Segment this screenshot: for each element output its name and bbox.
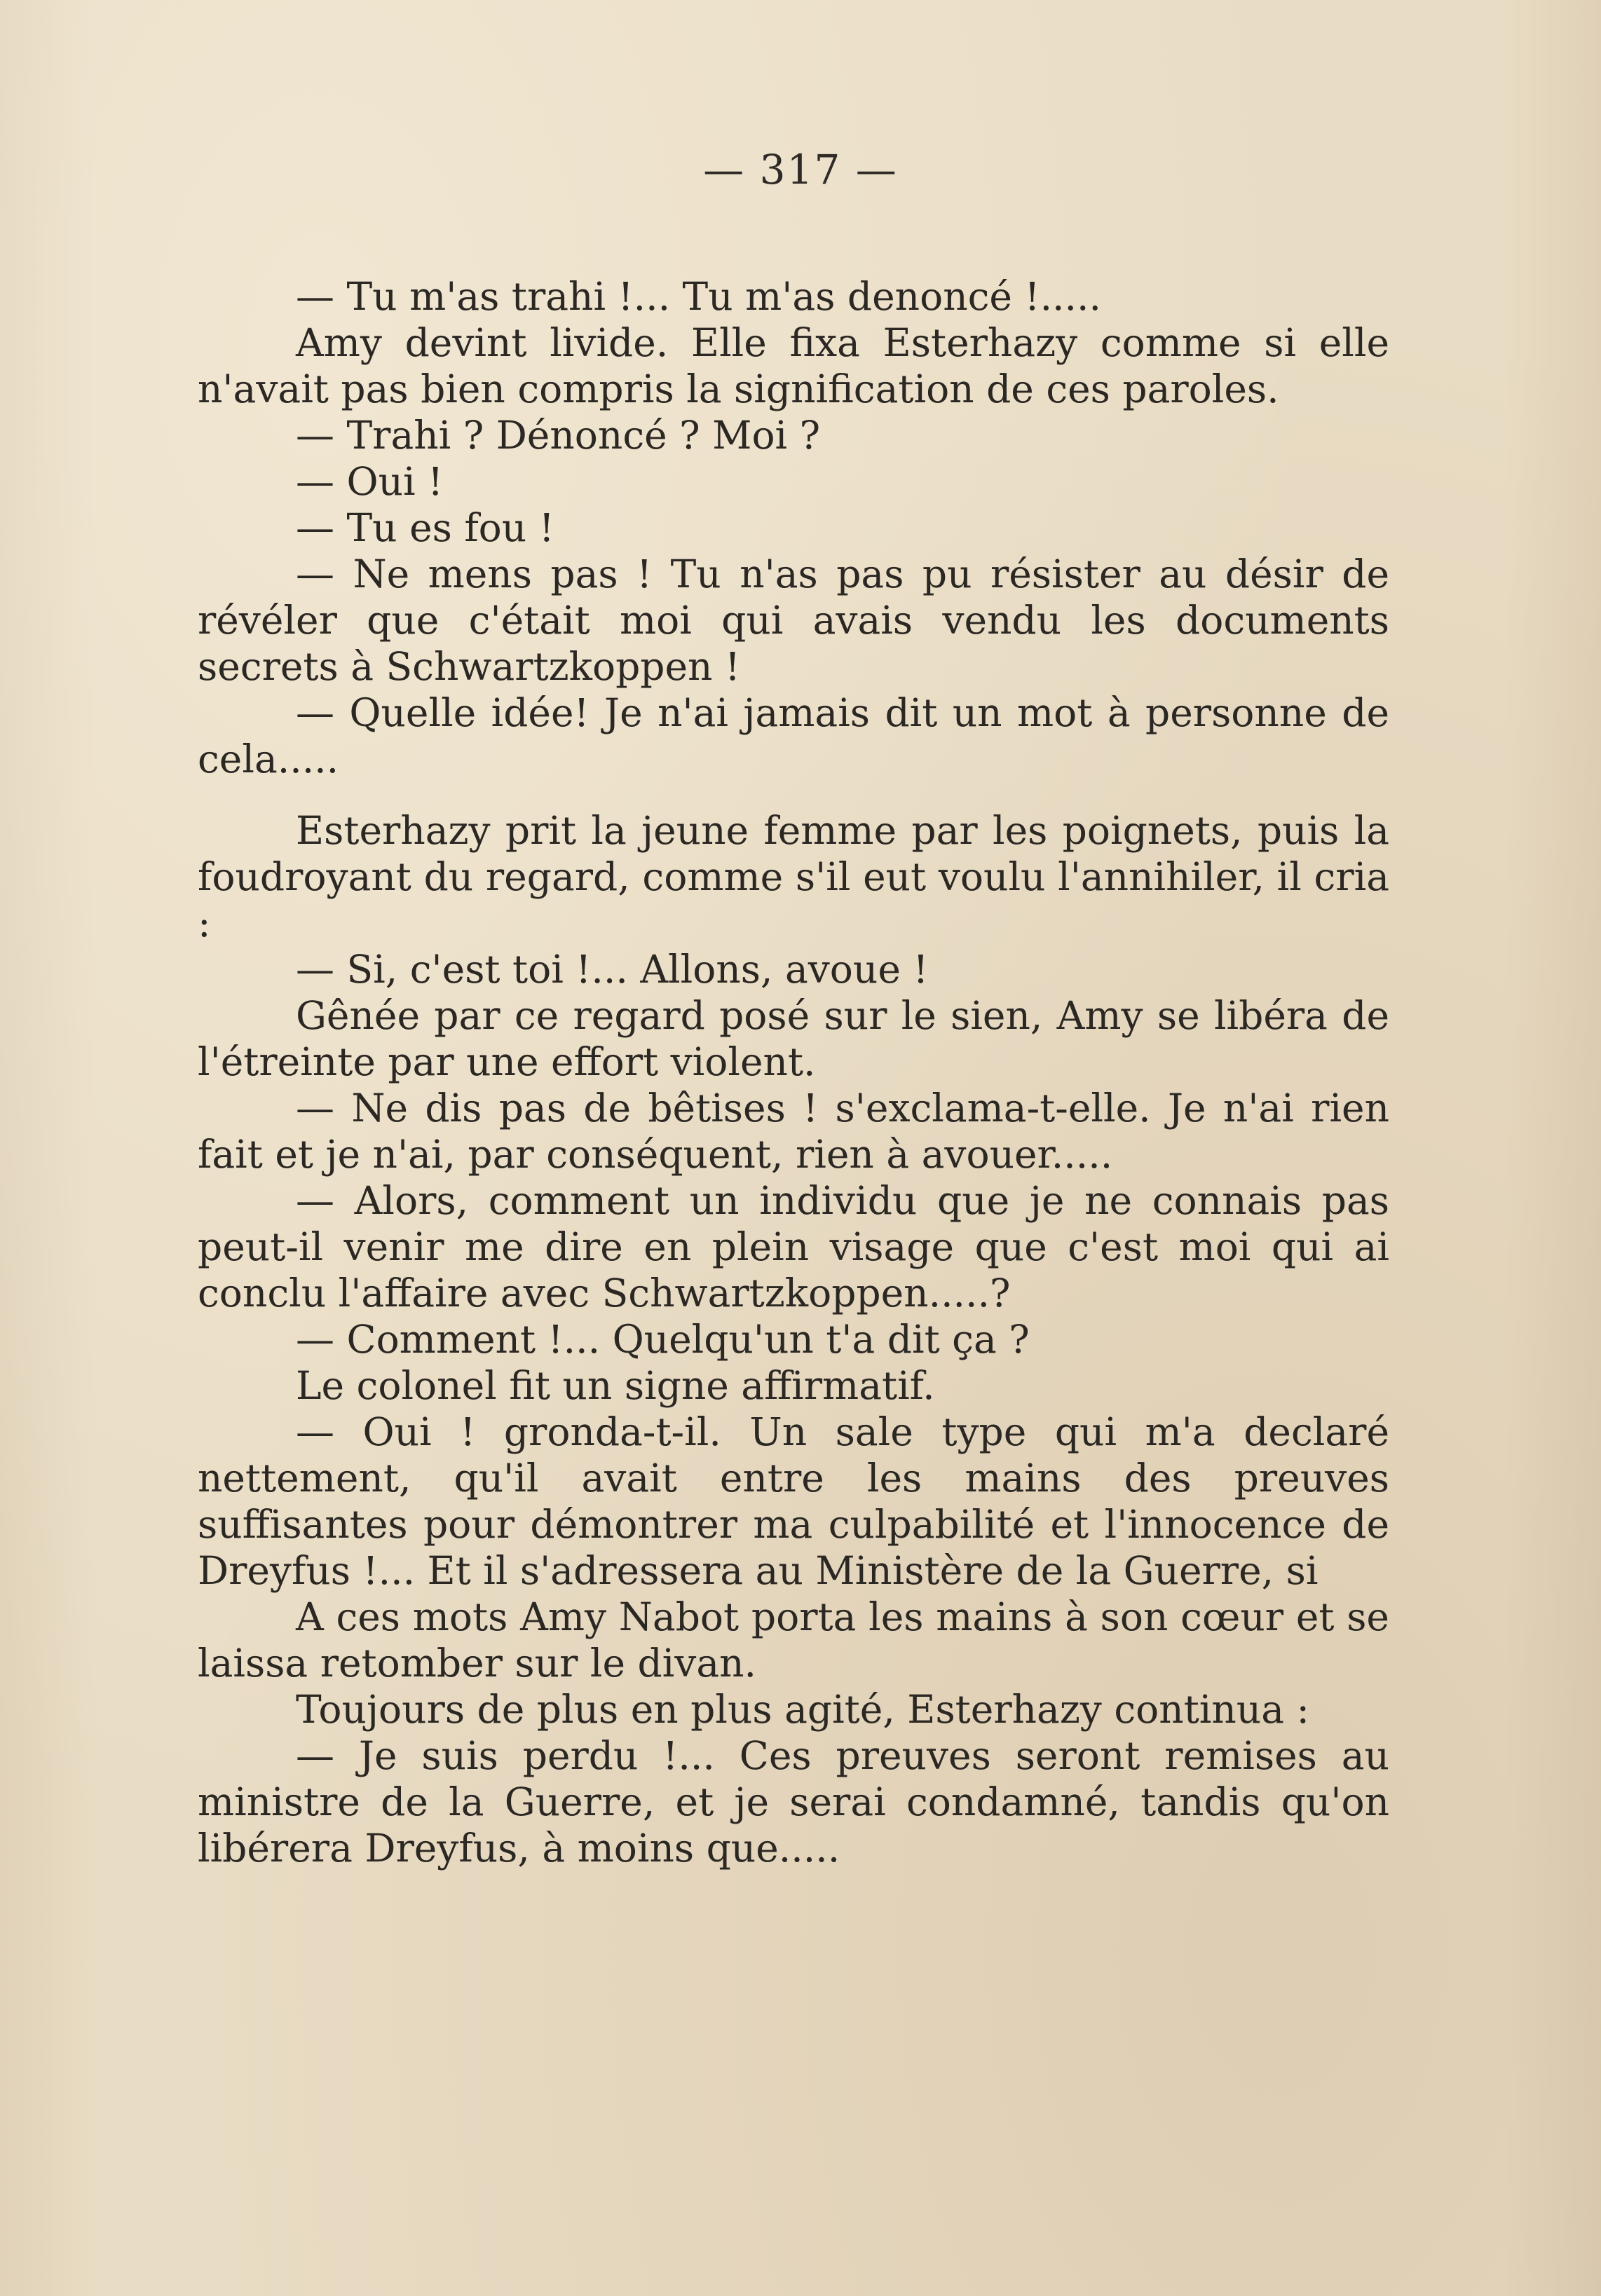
- paragraph: Le colonel fit un signe affirmatif.: [296, 1363, 935, 1408]
- paragraph: — Ne mens pas ! Tu n'as pas pu résister au désir de révéler que c'était moi qui avais vendu les documents secrets à Schwartzkoppen !: [198, 552, 1389, 689]
- paragraph: Esterhazy prit la jeune femme par les poignets, puis la foudroyant du regard, comme s'il eut voulu l'annihiler, il cria :: [198, 808, 1389, 945]
- paragraph: — Tu m'as trahi !... Tu m'as denoncé !.....: [296, 274, 1101, 319]
- paragraph: Toujours de plus en plus agité, Esterhazy continua :: [296, 1687, 1310, 1732]
- paragraph: — Quelle idée! Je n'ai jamais dit un mot à personne de cela.....: [198, 690, 1389, 781]
- paragraph: — Oui ! gronda-t-il. Un sale type qui m'a declaré nettement, qu'il avait entre les mains des preuves suffisantes pour démontrer ma culpabilité et l'innocence de Dreyfus !... Et il s'adressera au Ministère de la Guerre, si: [198, 1409, 1389, 1593]
- paragraph: — Alors, comment un individu que je ne connais pas peut-il venir me dire en plein visage que c'est moi qui ai conclu l'affaire avec Schwartzkoppen.....?: [198, 1178, 1389, 1316]
- paragraph: — Comment !... Quelqu'un t'a dit ça ?: [296, 1317, 1030, 1362]
- paragraph: — Si, c'est toi !... Allons, avoue !: [296, 947, 929, 992]
- page-number: — 317 —: [703, 146, 898, 193]
- paragraph: Gênée par ce regard posé sur le sien, Amy se libéra de l'étreinte par une effort violent.: [198, 993, 1389, 1084]
- body-text: [198, 273, 1389, 1871]
- paragraph: — Ne dis pas de bêtises ! s'exclama-t-elle. Je n'ai rien fait et je n'ai, par conséquent, rien à avouer.....: [198, 1086, 1389, 1177]
- paragraph: — Trahi ? Dénoncé ? Moi ?: [296, 413, 821, 458]
- paragraph: — Tu es fou !: [296, 505, 554, 550]
- paragraph: A ces mots Amy Nabot porta les mains à son cœur et se laissa retomber sur le divan.: [198, 1594, 1389, 1686]
- paragraph: — Oui !: [296, 459, 444, 504]
- paragraph: — Je suis perdu !... Ces preuves seront remises au ministre de la Guerre, et je serai condamné, tandis qu'on libérera Dreyfus, à moins que.....: [198, 1733, 1389, 1871]
- paragraph: Amy devint livide. Elle fixa Esterhazy comme si elle n'avait pas bien compris la signification de ces paroles.: [198, 320, 1389, 411]
